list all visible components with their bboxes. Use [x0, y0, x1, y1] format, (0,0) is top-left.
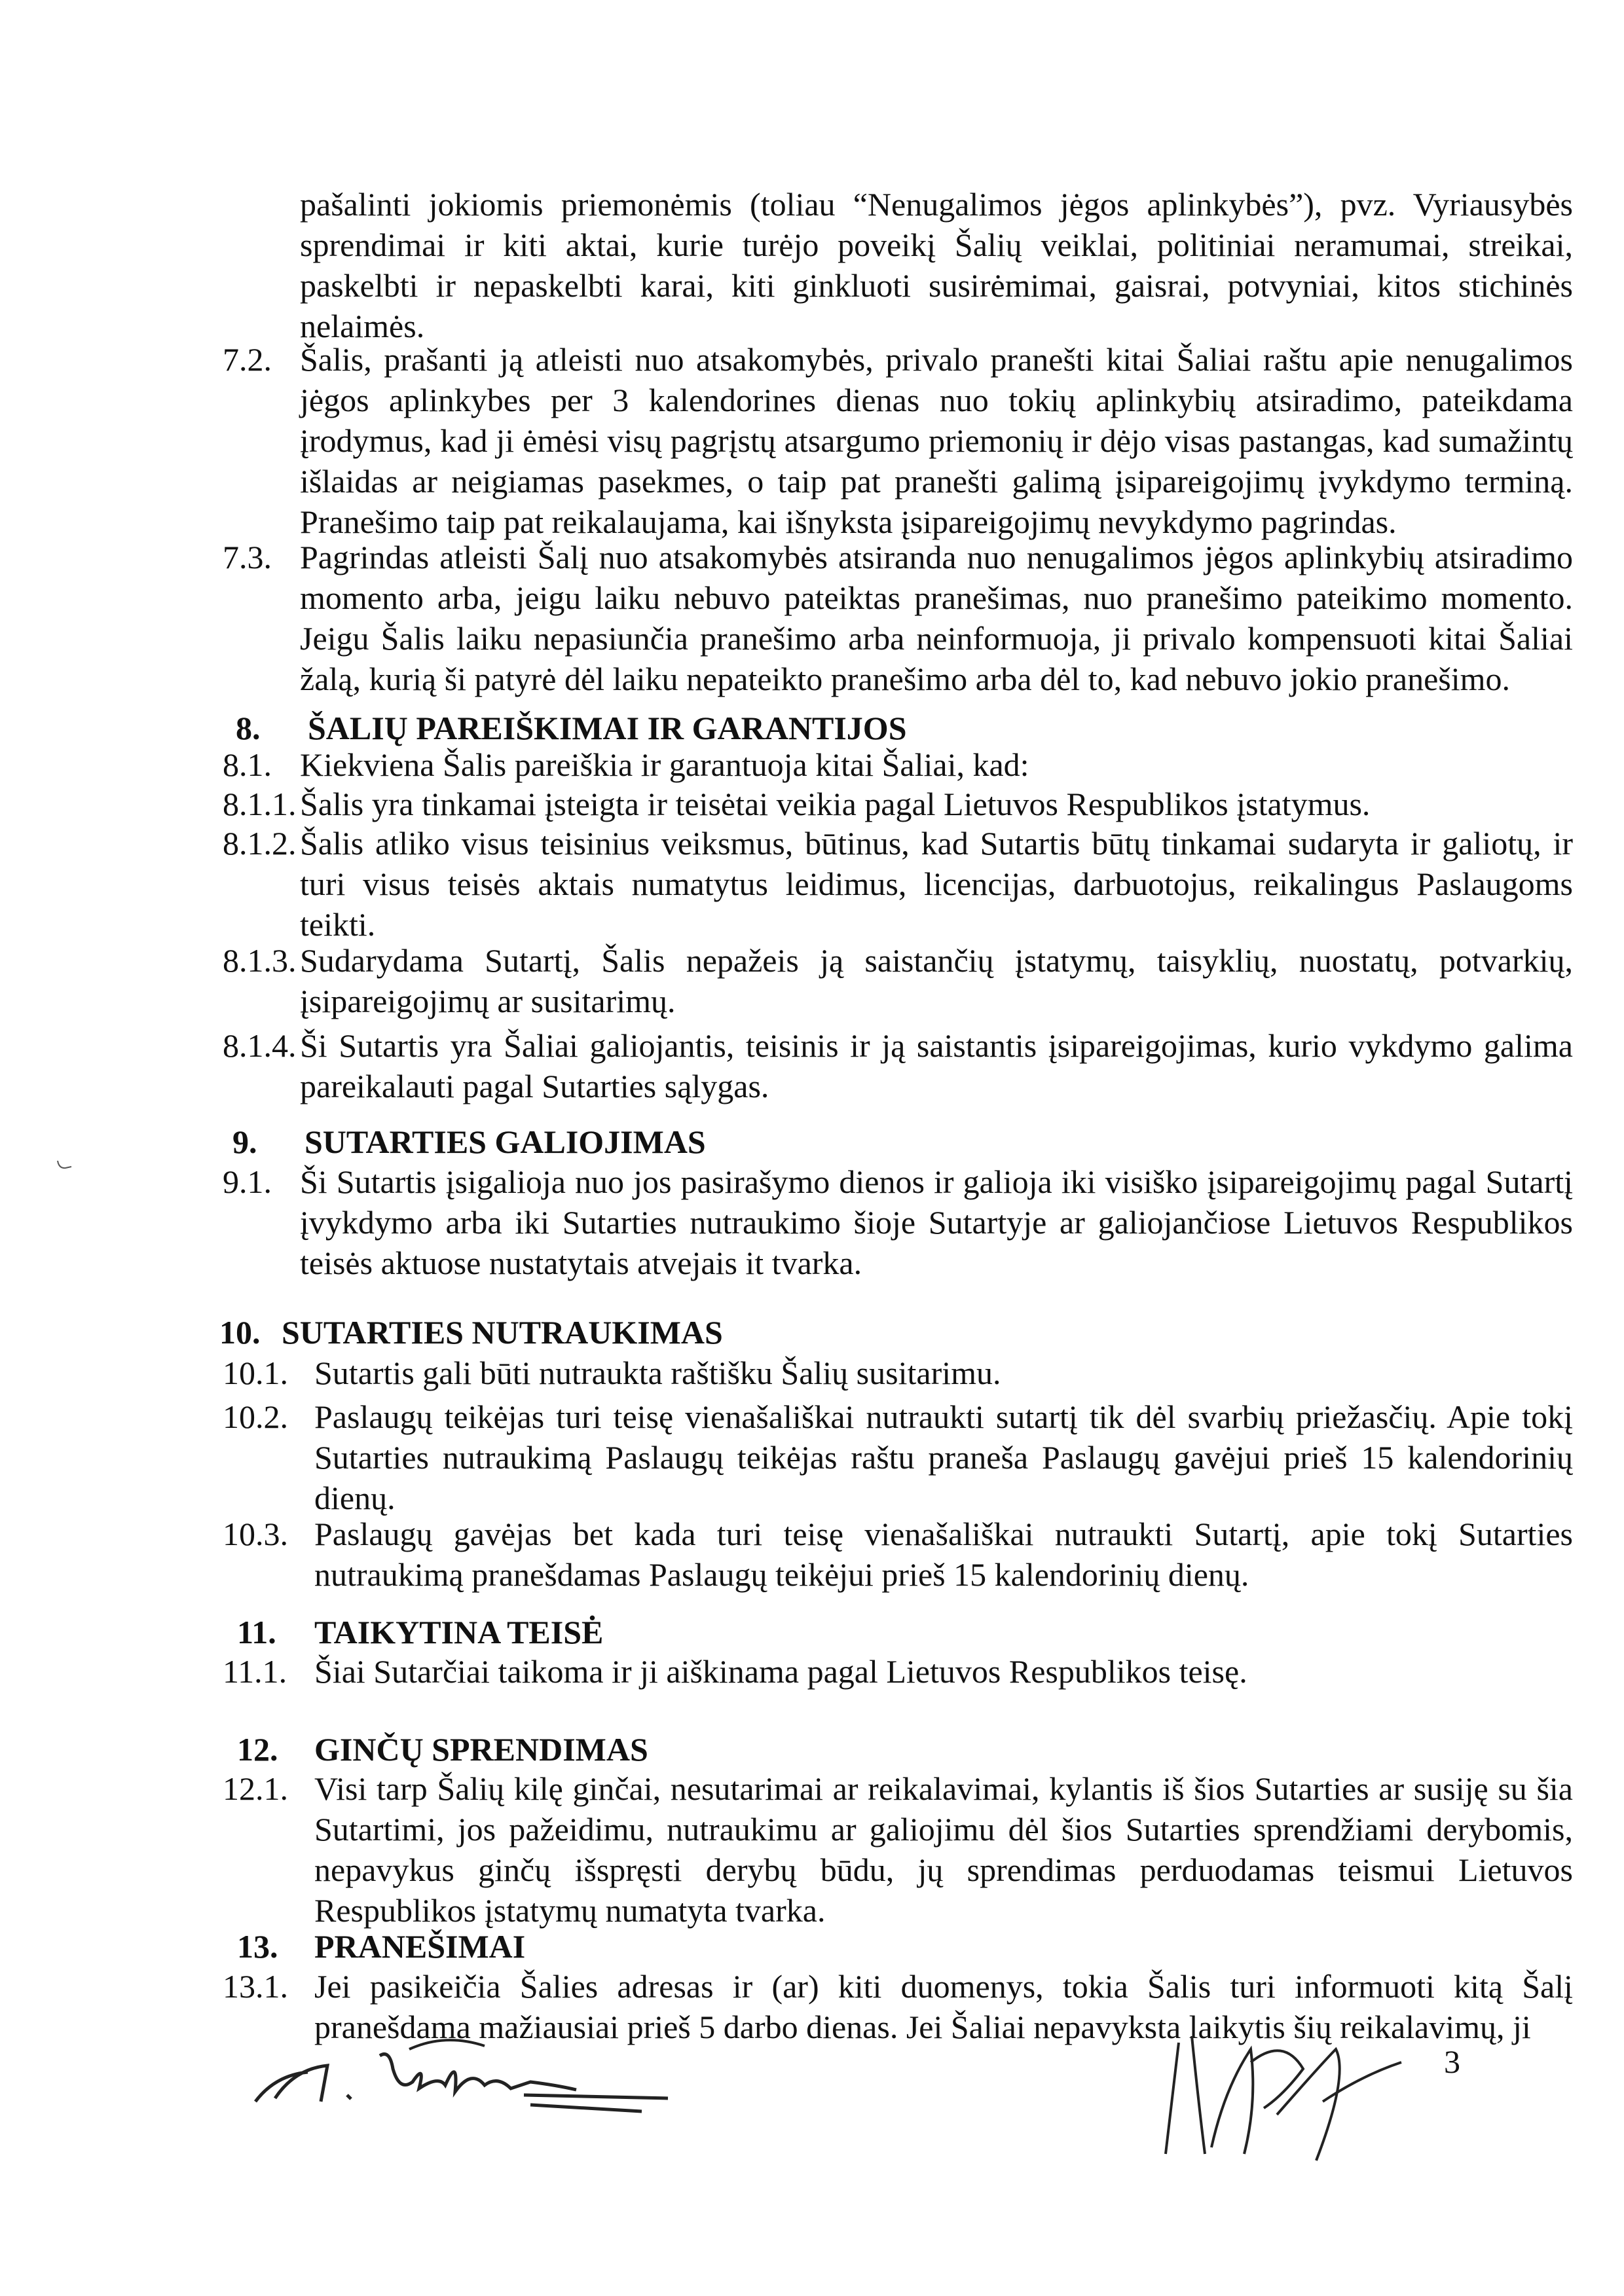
clause-text: pašalinti jokiomis priemonėmis (toliau “Nenugalimos jėgos aplinkybės”), pvz. Vyriausybės sprendimai ir kiti aktai, kurie turėjo poveikį Šalių veiklai, politiniai neramumai, streikai, paskelbti ir nepaskelbti karai, kiti ginkluoti susirėmimai, gaisrai, potvyniai, kitos stichinės nelaimės. — [300, 186, 1573, 344]
page-number: 3 — [1444, 2043, 1460, 2080]
clause-number: 7.2. — [223, 341, 272, 378]
section-title: SUTARTIES GALIOJIMAS — [304, 1123, 706, 1160]
section-12-heading — [237, 1729, 1587, 1770]
clause-text: Sutartis gali būti nutraukta raštišku Šalių susitarimu. — [314, 1355, 1001, 1391]
scan-mark-icon — [56, 1159, 75, 1172]
clause-number: 8.1.2. — [223, 825, 297, 862]
section-number: 11. — [237, 1614, 276, 1650]
section-number: 10. — [219, 1314, 261, 1351]
clause-number: 8.1.1. — [223, 786, 297, 822]
clause-8-1-4 — [223, 1025, 1573, 1106]
clause-7-2 — [223, 339, 1573, 542]
clause-number: 13.1. — [223, 1968, 288, 2005]
clause-text: Šalis, prašanti ją atleisti nuo atsakomybės, privalo pranešti kitai Šaliai raštu apie nenugalimos jėgos aplinkybes per 3 kalendorines dienas nuo tokių aplinkybių atsiradimo, pateikdama įrodymus, kad ji ėmėsi visų pagrįstų atsargumo priemonių ir dėjo visas pastangas, kad sumažintų išlaidas ar neigiamas pasekmes, o taip pat pranešti galimą įsipareigojimų įvykdymo terminą. Pranešimo taip pat reikalaujama, kai išnyksta įsipareigojimų nevykdymo pagrindas. — [300, 341, 1573, 540]
clause-text: Ši Sutartis įsigalioja nuo jos pasirašymo dienos ir galioja iki visiško įsipareigojimų pagal Sutartį įvykdymo arba iki Sutarties nutraukimo šioje Sutartyje ar galiojančiose Lietuvos Respublikos teisės aktuose nustatytais atvejais it tvarka. — [300, 1163, 1573, 1281]
clause-number: 9.1. — [223, 1163, 272, 1200]
section-10-heading — [219, 1312, 1570, 1353]
clause-8-1-1 — [223, 784, 1573, 824]
section-title: GINČŲ SPRENDIMAS — [314, 1731, 648, 1768]
clause-number: 8.1.4. — [223, 1027, 297, 1064]
clause-9-1 — [223, 1161, 1573, 1283]
section-8-heading — [236, 708, 1586, 748]
signature-left — [249, 2030, 681, 2128]
clause-number: 7.3. — [223, 539, 272, 575]
clause-number: 11.1. — [223, 1653, 287, 1690]
section-number: 12. — [237, 1731, 278, 1768]
section-number: 8. — [236, 710, 261, 746]
clause-number: 12.1. — [223, 1770, 288, 1807]
paragraph-7-1-continuation — [223, 184, 1573, 346]
clause-8-1-3 — [223, 940, 1573, 1021]
clause-text: Visi tarp Šalių kilę ginčai, nesutarimai ar reikalavimai, kylantis iš šios Sutarties ar susiję su šia Sutartimi, jos pažeidimu, nutraukimu ar galiojimu dėl šios Sutarties sprendžiami derybomis, nepavykus ginčų išspręsti derybų būdu, jų sprendimas perduodamas teismui Lietuvos Respublikos įstatymų numatyta tvarka. — [314, 1770, 1573, 1929]
clause-10-3 — [223, 1514, 1573, 1595]
clause-10-2 — [223, 1396, 1573, 1518]
clause-text: Ši Sutartis yra Šaliai galiojantis, teisinis ir ją saistantis įsipareigojimas, kurio vykdymo galima pareikalauti pagal Sutarties sąlygas. — [300, 1027, 1573, 1104]
clause-text: Paslaugų gavėjas bet kada turi teisę vienašališkai nutraukti Sutartį, apie tokį Sutarties nutraukimą pranešdamas Paslaugų teikėjui prieš 15 kalendorinių dienų. — [314, 1516, 1573, 1593]
clause-text: Šalis atliko visus teisinius veiksmus, būtinus, kad Sutartis būtų tinkamai sudaryta ir galiotų, ir turi visus teisės aktais numatytus leidimus, licencijas, darbuotojus, reikalingus Paslaugoms teikti. — [300, 825, 1573, 943]
clause-12-1 — [223, 1768, 1573, 1931]
clause-8-1 — [223, 744, 1573, 785]
section-title: ŠALIŲ PAREIŠKIMAI IR GARANTIJOS — [308, 710, 907, 746]
clause-number: 10.3. — [223, 1516, 288, 1552]
clause-text: Sudarydama Sutartį, Šalis nepažeis ją saistančių įstatymų, taisyklių, nuostatų, potvarkių, įsipareigojimų ar susitarimų. — [300, 942, 1573, 1019]
signature-right — [1153, 2023, 1428, 2174]
section-title: PRANEŠIMAI — [314, 1928, 526, 1965]
section-9-heading — [232, 1121, 1583, 1162]
section-title: TAIKYTINA TEISĖ — [314, 1614, 604, 1650]
clause-number: 8.1.3. — [223, 942, 297, 979]
clause-text: Kiekviena Šalis pareiškia ir garantuoja kitai Šaliai, kad: — [300, 746, 1029, 783]
clause-text: Pagrindas atleisti Šalį nuo atsakomybės atsiranda nuo nenugalimos jėgos aplinkybių atsiradimo momento arba, jeigu laiku nebuvo pateiktas pranešimas, nuo pranešimo pateikimo momento. Jeigu Šalis laiku nepasiunčia pranešimo arba neinformuoja, ji privalo kompensuoti kitai Šaliai žalą, kurią ši patyrė dėl laiku nepateikto pranešimo arba dėl to, kad nebuvo jokio pranešimo. — [300, 539, 1573, 697]
clause-text: Jei pasikeičia Šalies adresas ir (ar) kiti duomenys, tokia Šalis turi informuoti kitą Šalį pranešdama mažiausiai prieš 5 darbo dienas. Jei Šaliai nepavyksta laikytis šių reikalavimų, ji — [314, 1968, 1573, 2045]
clause-number: 10.1. — [223, 1355, 288, 1391]
clause-11-1 — [223, 1651, 1573, 1692]
section-title: SUTARTIES NUTRAUKIMAS — [282, 1314, 723, 1351]
section-number: 9. — [232, 1123, 257, 1160]
clause-10-1 — [223, 1353, 1573, 1393]
clause-text: Paslaugų teikėjas turi teisę vienašališkai nutraukti sutartį tik dėl svarbių priežasčių. Apie tokį Sutarties nutraukimą Paslaugų teikėjas raštu praneša Paslaugų gavėjui prieš 15 kalendorinių dienų. — [314, 1398, 1573, 1516]
section-11-heading — [237, 1612, 1587, 1652]
clause-number: 10.2. — [223, 1398, 288, 1435]
clause-8-1-2 — [223, 823, 1573, 945]
clause-text: Šalis yra tinkamai įsteigta ir teisėtai veikia pagal Lietuvos Respublikos įstatymus. — [300, 786, 1371, 822]
section-13-heading — [237, 1926, 1587, 1967]
clause-7-3 — [223, 537, 1573, 699]
clause-number: 8.1. — [223, 746, 272, 783]
clause-text: Šiai Sutarčiai taikoma ir ji aiškinama pagal Lietuvos Respublikos teisę. — [314, 1653, 1247, 1690]
section-number: 13. — [237, 1928, 278, 1965]
